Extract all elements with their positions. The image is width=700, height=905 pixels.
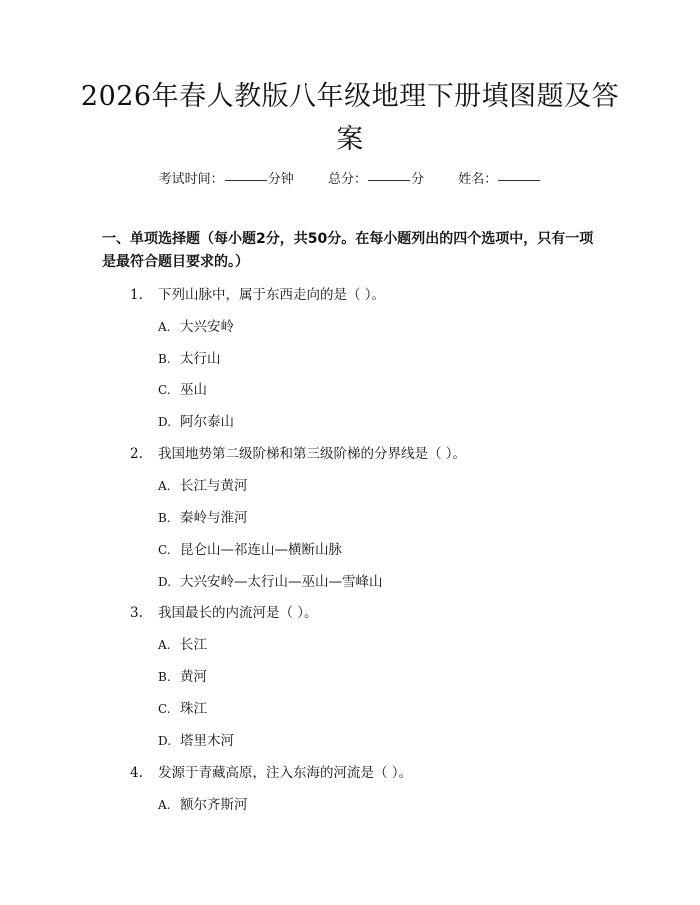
option-letter: D. — [158, 575, 172, 589]
section-heading: 一、单项选择题（每小题2分，共50分。在每小题列出的四个选项中，只有一项是最符合题目要求的。） — [102, 231, 594, 270]
question-1-option-a — [158, 315, 234, 335]
page-title: 2026年春人教版八年级地理下册填图题及答案 — [80, 81, 620, 155]
student-name-blank — [498, 180, 540, 181]
option-text: 塔里木河 — [180, 733, 234, 749]
option-letter: C. — [158, 702, 171, 716]
question-4-option-a — [158, 793, 248, 813]
option-letter: D. — [158, 415, 172, 429]
total-score — [328, 168, 424, 187]
option-letter: D. — [158, 734, 172, 748]
option-text: 额尔齐斯河 — [180, 797, 248, 813]
question-number: 4. — [130, 765, 143, 781]
question-3-option-c — [158, 697, 207, 717]
question-1 — [130, 283, 385, 303]
exam-time-label: 考试时间： — [158, 172, 224, 187]
question-3-option-d — [158, 729, 234, 749]
question-2-option-b — [158, 506, 248, 526]
student-name-label: 姓名： — [458, 172, 498, 187]
question-number: 1. — [130, 287, 143, 303]
question-number: 3. — [130, 605, 143, 621]
option-letter: C. — [158, 383, 171, 397]
question-1-option-d — [158, 410, 234, 430]
option-text: 昆仑山—祁连山—横断山脉 — [180, 542, 342, 558]
question-text: 我国地势第二级阶梯和第三级阶梯的分界线是（ ）。 — [158, 446, 467, 462]
option-text: 珠江 — [180, 701, 207, 717]
option-letter: A. — [158, 320, 171, 334]
exam-info-line — [0, 168, 700, 187]
question-2-option-c — [158, 538, 342, 558]
option-text: 长江 — [180, 637, 207, 653]
question-number: 2. — [130, 446, 143, 462]
option-text: 巫山 — [180, 382, 207, 398]
exam-time-blank — [225, 180, 267, 181]
option-letter: B. — [158, 670, 171, 684]
option-text: 大兴安岭—太行山—巫山—雪峰山 — [180, 574, 383, 590]
question-text: 我国最长的内流河是（ ）。 — [158, 605, 318, 621]
option-letter: A. — [158, 479, 171, 493]
question-text: 发源于青藏高原，注入东海的河流是（ ）。 — [158, 765, 413, 781]
option-text: 长江与黄河 — [180, 478, 248, 494]
option-text: 秦岭与淮河 — [180, 510, 248, 526]
total-score-blank — [368, 180, 410, 181]
exam-time — [159, 168, 294, 187]
question-2 — [130, 442, 466, 462]
question-2-option-d — [158, 570, 383, 590]
total-score-label: 总分： — [327, 172, 367, 187]
question-1-option-b — [158, 347, 221, 367]
option-text: 大兴安岭 — [180, 319, 234, 335]
exam-time-unit: 分钟 — [267, 172, 294, 187]
option-letter: A. — [158, 638, 171, 652]
question-text: 下列山脉中，属于东西走向的是（ ）。 — [158, 287, 386, 303]
question-4 — [130, 761, 412, 781]
option-letter: B. — [158, 352, 171, 366]
question-3-option-b — [158, 665, 207, 685]
option-text: 太行山 — [180, 351, 221, 367]
option-text: 阿尔泰山 — [180, 414, 234, 430]
student-name — [458, 168, 541, 187]
total-score-unit: 分 — [411, 172, 425, 187]
option-letter: C. — [158, 543, 171, 557]
question-2-option-a — [158, 474, 248, 494]
question-3 — [130, 601, 318, 621]
option-letter: B. — [158, 511, 171, 525]
question-1-option-c — [158, 378, 207, 398]
question-3-option-a — [158, 633, 207, 653]
option-letter: A. — [158, 798, 171, 812]
option-text: 黄河 — [180, 669, 207, 685]
